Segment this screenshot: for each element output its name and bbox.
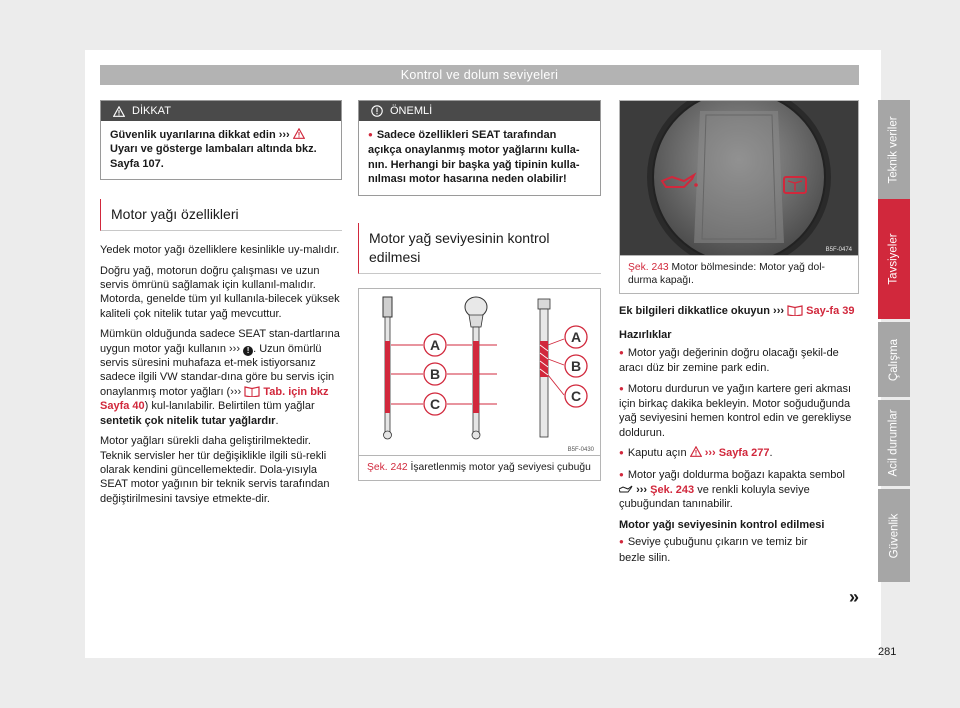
book-icon xyxy=(244,385,260,397)
page-header: Kontrol ve dolum seviyeleri xyxy=(100,65,859,85)
list-item xyxy=(619,346,859,376)
book-icon xyxy=(787,304,803,316)
text: . xyxy=(275,414,279,427)
paragraph: Doğru yağ, motorun doğru çalışması ve uzun servis ömrünü sağlamak için kullanıl-malıdır. Motorda, genelde tüm yıl kullanıla-bilecek yüksek kaliteli çok nitelik tutar yağ mevcuttur. xyxy=(100,264,340,320)
label-c: C xyxy=(429,395,441,412)
arrow-marker: ››› xyxy=(636,484,648,497)
warning-triangle-icon xyxy=(113,106,125,117)
figure-caption xyxy=(620,255,858,293)
figure-link[interactable]: Şek. 243 xyxy=(650,484,695,497)
tab-label: Acil durumlar xyxy=(888,409,901,477)
notice-header xyxy=(359,101,600,121)
column-left xyxy=(100,100,342,512)
text: Kaputu açın xyxy=(627,447,687,460)
tab-safety[interactable] xyxy=(878,489,910,582)
tab-recommendations[interactable] xyxy=(878,199,910,319)
oil-can-icon xyxy=(619,485,633,493)
dipstick-illustration xyxy=(359,289,600,455)
page-link[interactable]: Say-fa 39 xyxy=(806,305,855,317)
text: . xyxy=(769,447,773,460)
bullet-marker xyxy=(368,129,377,141)
warning-header xyxy=(101,101,341,121)
bold-text: sentetik çok nitelik tutar yağlardır xyxy=(100,414,276,427)
notice-text: Sadece özellikleri SEAT tarafından açıkça onaylanmış motor yağlarını kulla-nın. Herhangi bir başka yağ tipinin kulla-nılması motor hasarına neden olabilir! xyxy=(368,129,580,186)
list-item xyxy=(619,382,859,441)
tab-emergencies[interactable] xyxy=(878,400,910,486)
notice-label: ÖNEMLİ xyxy=(390,105,433,117)
figure-dipstick xyxy=(358,288,601,481)
notice-body xyxy=(359,121,600,195)
label-b: B xyxy=(570,357,582,374)
tab-operation[interactable] xyxy=(878,322,910,397)
text: Motoru durdurun ve yağın kartere geri akması için birkaç dakika bekleyin. Motor soğuduğunda yağ seviyesini hemen kontrol edin ve gerekliyse doldurun. xyxy=(619,382,852,439)
list-item xyxy=(619,468,859,512)
paragraph: Yedek motor yağı özelliklere kesinlikle uy-malıdır. xyxy=(100,244,340,257)
warning-box xyxy=(100,100,342,180)
section-heading-oil-level: Motor yağ seviyesinin kontrol edilmesi xyxy=(358,223,601,274)
warning-triangle-icon xyxy=(690,446,702,457)
tab-label: Güvenlik xyxy=(888,513,900,558)
text: . Uzun ömürlü servis süresini muhafaza et-mek istiyorsanız sadece ilgili VW standar-dına göre bu servis için onaylanmış motor yağları (››› xyxy=(100,342,335,398)
warning-label: DİKKAT xyxy=(132,105,171,117)
label-b: B xyxy=(429,365,441,382)
oil-level-text xyxy=(619,304,859,565)
paragraph xyxy=(100,327,342,428)
label-a: A xyxy=(429,336,441,353)
text: Motor yağı değerinin doğru olacağı şekil-de aracı düz bir zemine park edin. xyxy=(619,346,839,375)
text: ) kul-lanılabilir. Belirtilen tüm yağlar xyxy=(144,400,315,413)
bullet-marker xyxy=(619,447,628,459)
text: Ek bilgileri dikkatlice okuyun ››› xyxy=(619,305,785,317)
text: Mümkün olduğunda sadece SEAT stan-dartlarına uygun motor yağı kullanın ››› xyxy=(100,328,340,355)
info-line xyxy=(619,304,859,318)
figure-code: B5F-0430 xyxy=(567,446,594,453)
notice-box xyxy=(358,100,601,196)
dipstick-drawing xyxy=(359,289,600,455)
figure-caption-text: İşaretlenmiş motor yağ seviyesi çubuğu xyxy=(410,461,591,473)
bullet-marker xyxy=(619,383,628,395)
oil-cap-photo xyxy=(620,101,858,255)
text: ve renkli koluyla seviye çubuğundan tanınabilir. xyxy=(619,484,810,511)
continue-marker: » xyxy=(849,587,860,607)
text: Motor yağı doldurma boğazı kapakta sembol xyxy=(627,468,845,481)
list-item xyxy=(619,535,819,565)
figure-number: Şek. 242 xyxy=(367,461,408,473)
label-a: A xyxy=(570,328,582,345)
figure-number: Şek. 243 xyxy=(628,262,669,273)
list-item xyxy=(619,446,859,461)
warning-body xyxy=(101,121,341,179)
label-c: C xyxy=(570,387,582,404)
subheading: Motor yağı seviyesinin kontrol edilmesi xyxy=(619,518,825,531)
section-heading-oil-specs: Motor yağı özellikleri xyxy=(100,199,342,231)
figure-caption xyxy=(359,455,600,480)
bullet-marker xyxy=(619,469,628,481)
tab-label: Tavsiyeler xyxy=(888,233,901,285)
notice-icon xyxy=(371,105,383,117)
oil-cap-drawing xyxy=(620,101,858,255)
tab-label: Çalışma xyxy=(888,338,900,381)
page-link[interactable]: ››› Sayfa 277 xyxy=(704,447,770,460)
bullet-marker xyxy=(619,536,628,548)
text: Seviye çubuğunu çıkarın ve temiz bir bezle silin. xyxy=(619,536,808,564)
figure-code: B5F-0474 xyxy=(825,247,852,253)
page-number: 281 xyxy=(878,646,897,658)
subheading: Hazırlıklar xyxy=(619,329,672,342)
paragraph: Motor yağları sürekli daha geliştirilmektedir. Teknik servisler her tür değişiklikle ilgili sü-rekli olarak kendini güncellemektedir. Dola-yısıyla SEAT motor yağının bir teknik servis tarafından değiştirilmesini tavsiye etmekte-dir. xyxy=(100,435,330,505)
table-link[interactable]: Tab. için bkz Sayfa 40 xyxy=(100,385,329,413)
warning-text-a: Güvenlik uyarılarına dikkat edin ››› xyxy=(110,129,290,141)
notice-icon: ! xyxy=(243,346,253,356)
column-right xyxy=(619,100,859,571)
figure-oil-cap xyxy=(619,100,859,294)
figure-caption-text: Motor bölmesinde: Motor yağ dol-durma kapağı. xyxy=(628,262,825,286)
column-middle xyxy=(358,100,601,481)
tab-technical-data[interactable] xyxy=(878,100,910,199)
oil-specs-text xyxy=(100,243,342,506)
warning-triangle-icon xyxy=(293,128,305,139)
tab-label: Teknik veriler xyxy=(888,115,901,184)
bullet-marker xyxy=(619,347,628,359)
warning-text-b: Uyarı ve gösterge lambaları altında bkz. Sayfa 107. xyxy=(110,143,317,170)
